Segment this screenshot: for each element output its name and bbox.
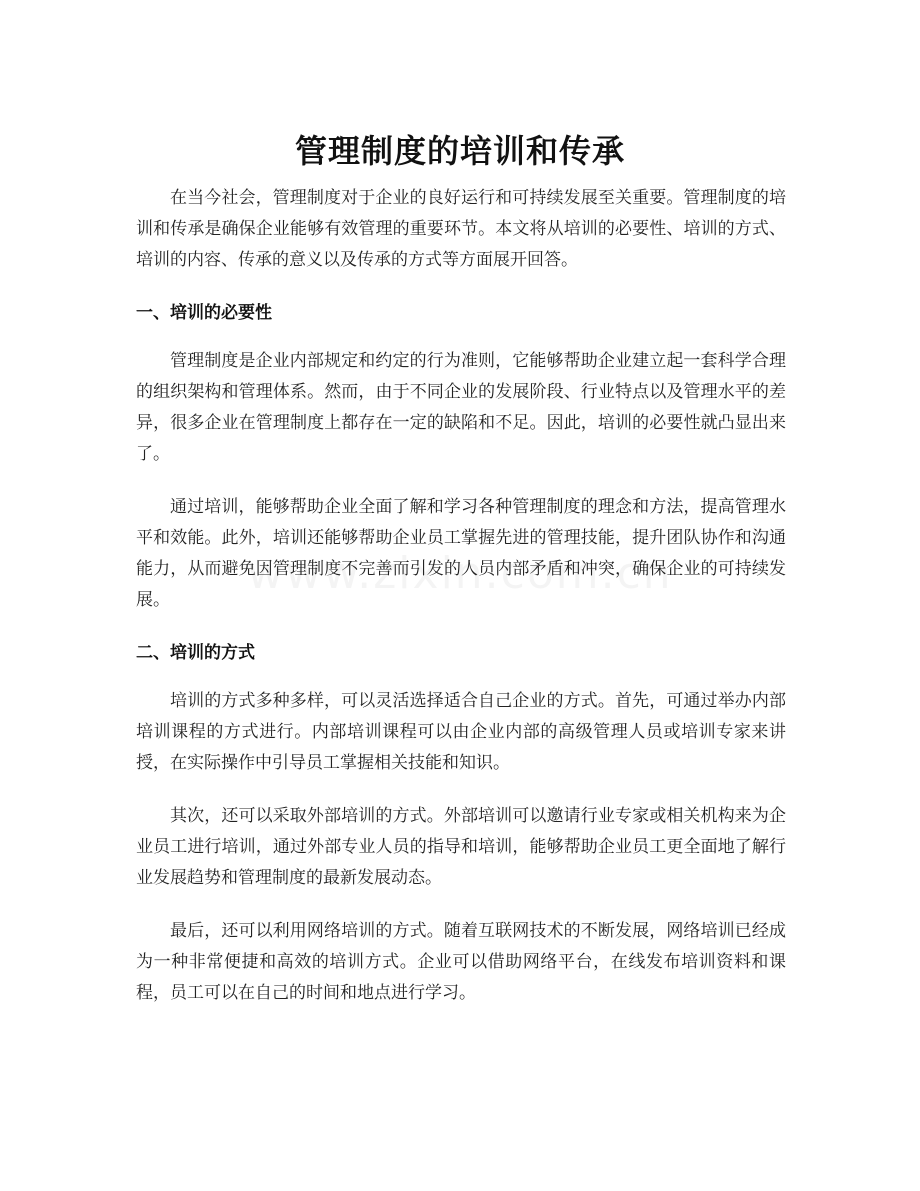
paragraph: 最后，还可以利用网络培训的方式。随着互联网技术的不断发展，网络培训已经成为一种非常便捷和高效的培训方式。企业可以借助网络平台，在线发布培训资料和课程，员工可以在自己的时间和地点进行学习。 [136, 921, 786, 1003]
paragraph: 其次，还可以采取外部培训的方式。外部培训可以邀请行业专家或相关机构来为企业员工进行培训，通过外部专业人员的指导和培训，能够帮助企业员工更全面地了解行业发展趋势和管理制度的最新发展动态。 [136, 806, 786, 888]
paragraph: 培训的方式多种多样，可以灵活选择适合自己企业的方式。首先，可通过举办内部培训课程的方式进行。内部培训课程可以由企业内部的高级管理人员或培训专家来讲授，在实际操作中引导员工掌握相关技能和知识。 [136, 691, 786, 773]
section-heading-necessity: 一、培训的必要性 [136, 303, 272, 323]
paragraph: 管理制度是企业内部规定和约定的行为准则，它能够帮助企业建立起一套科学合理的组织架构和管理体系。然而，由于不同企业的发展阶段、行业特点以及管理水平的差异，很多企业在管理制度上都存在一定的缺陷和不足。因此，培训的必要性就凸显出来了。 [136, 351, 786, 464]
paragraph: 通过培训，能够帮助企业全面了解和学习各种管理制度的理念和方法，提高管理水平和效能。此外，培训还能够帮助企业员工掌握先进的管理技能，提升团队协作和沟通能力，从而避免因管理制度不完善而引发的人员内部矛盾和冲突，确保企业的可持续发展。 [136, 497, 786, 610]
document-title: 管理制度的培训和传承 [294, 132, 625, 171]
paragraph-intro: 在当今社会，管理制度对于企业的良好运行和可持续发展至关重要。管理制度的培训和传承是确保企业能够有效管理的重要环节。本文将从培训的必要性、培训的方式、培训的内容、传承的意义以及传承的方式等方面展开回答。 [136, 188, 786, 270]
document-body [136, 183, 786, 1031]
section-heading-methods: 二、培训的方式 [136, 643, 255, 663]
